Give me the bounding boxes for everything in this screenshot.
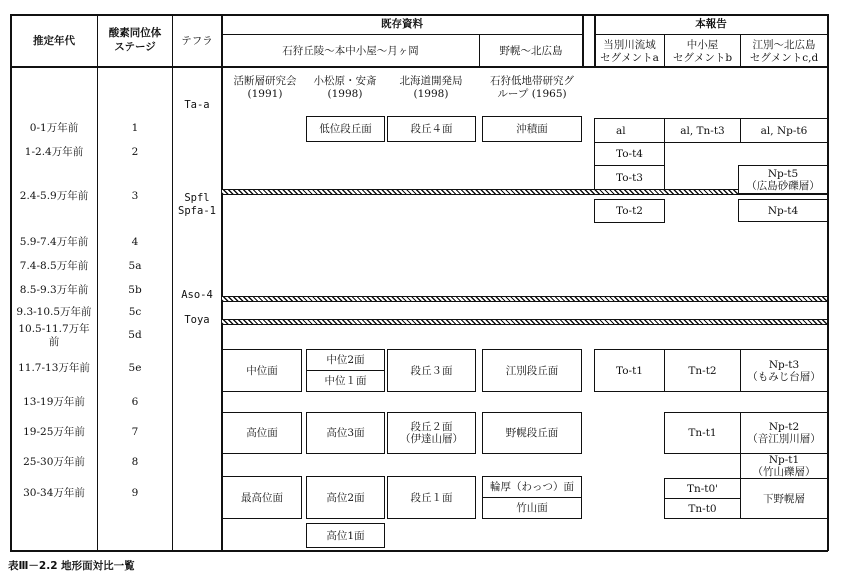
surface-kaihatsu-dankyu1: 段丘１面 [387,476,476,519]
header-existing: 既存資料 [381,18,423,30]
source-kaihatsukyoku-line2: (1998) [413,88,449,100]
table-top-border [10,14,828,16]
col-divider-existing-end [582,14,584,67]
header-seg-cd-line1: 江別～北広島 [752,39,816,51]
surface-kaihatsu-dankyu2 [387,412,476,454]
np-t3-label: Np-t3 [768,358,800,371]
tephra-band-toya [222,319,827,325]
dankyu2-label: 段丘２面 [410,421,453,433]
header-seg-a-line2: セグメントa [600,52,659,64]
surface-teichitai-ebetsu: 江別段丘面 [482,349,582,392]
surface-seg-a-to-t2: To-t2 [594,199,665,223]
row-age: 5.9-7.4万年前 [19,236,89,248]
surface-seg-b-tn-t0: Tn-t0 [664,498,741,519]
header-ishikari-region: 石狩丘陵～本中小屋～月ヶ岡 [282,45,419,57]
surface-seg-a-to-t4: To-t4 [594,142,665,166]
row-stage: 5b [128,284,142,296]
tephra-aso4: Aso-4 [181,289,213,301]
source-komatsubara-line1: 小松原・安斎 [313,75,377,87]
header-seg-a-line1: 当別川流域 [603,39,656,51]
surface-kaihatsu-dankyu3: 段丘３面 [387,349,476,392]
col-divider-tephra [172,14,173,551]
row-age: 13-19万年前 [23,396,85,408]
surface-teichitai-chuseki: 沖積面 [482,116,582,142]
surface-seg-cd-np-t3 [740,349,828,392]
header-stage-line2: ステージ [114,41,156,53]
header-age: 推定年代 [33,35,75,47]
surface-katsu-highest: 最高位面 [222,476,302,519]
row-stage: 7 [131,426,139,438]
row-stage: 5c [128,306,142,318]
row-age: 7.4-8.5万年前 [19,260,89,272]
row-stage: 2 [131,146,139,158]
source-katsudanso-line1: 活断層研究会 [233,75,297,87]
surface-kaihatsu-dankyu4: 段丘４面 [387,116,476,142]
row-age: 1-2.4万年前 [24,146,84,158]
surface-seg-cd-np-t2 [740,412,828,454]
np-t2-sublabel: （音江別川層） [747,433,821,445]
row-age: 25-30万年前 [23,456,85,468]
table-caption: 表Ⅲ－2.2 地形面対比一覧 [8,560,135,572]
np-t2-label: Np-t2 [768,421,800,433]
surface-seg-cd-np-t4: Np-t4 [738,199,828,222]
source-teichitai-line2: ループ (1965) [497,88,567,100]
surface-komatsubara-middle1: 中位１面 [306,370,385,392]
tephra-ta-a: Ta-a [184,99,210,111]
row-stage: 5d [128,329,142,341]
np-t3-sublabel: （もみじ台層） [747,370,821,383]
row-stage: 4 [131,236,139,248]
source-teichitai-line1: 石狩低地帯研究グ [490,75,574,87]
tephra-band-spfl [222,189,827,195]
row-age: 10.5-11.7万年 [18,323,90,335]
dankyu2-sublabel: （伊達山層） [400,433,463,445]
table-bottom-border [10,550,828,552]
surface-seg-cd-al-np6: al, Np-t6 [740,118,828,143]
row-age: 前 [48,336,60,348]
row-age: 30-34万年前 [23,487,85,499]
col-left-border [10,14,12,551]
surface-seg-b-al-tn3: al, Tn-t3 [664,118,741,143]
np-t5-sublabel: （広島砂礫層） [746,179,820,192]
surface-seg-cd-np-t5 [738,165,828,194]
surface-teichitai-takeyama: 竹山面 [482,497,582,519]
row-age: 2.4-5.9万年前 [19,190,89,202]
col-divider-existing [221,14,223,551]
surface-komatsubara-low: 低位段丘面 [306,116,385,142]
surface-katsu-high: 高位面 [222,412,302,454]
row-age: 0-1万年前 [29,122,79,134]
surface-seg-a-to-t1: To-t1 [594,349,665,392]
surface-seg-b-tn-t1: Tn-t1 [664,412,741,454]
row-age: 8.5-9.3万年前 [19,284,89,296]
header-bottom-border [10,66,828,68]
surface-teichitai-wattsu: 輪厚（わっつ）面 [482,476,582,498]
surface-seg-b-tn-t2: Tn-t2 [664,349,741,392]
surface-teichitai-nopporo: 野幌段丘面 [482,412,582,454]
header-stage-line1: 酸素同位体 [108,27,162,39]
row-age: 19-25万年前 [23,426,85,438]
header-seg-b-line2: セグメントb [672,52,733,64]
surface-seg-b-tn-t0p: Tn-t0' [664,478,741,499]
np-t1-sublabel: （竹山礫層） [752,466,816,478]
row-stage: 1 [131,122,139,134]
header-report: 本報告 [695,18,727,30]
surface-komatsubara-middle2: 中位2面 [306,349,385,371]
surface-seg-cd-np-t1 [740,453,828,479]
surface-katsu-middle: 中位面 [222,349,302,392]
source-kaihatsukyoku-line1: 北海道開発局 [399,75,463,87]
np-t5-label: Np-t5 [767,167,799,180]
row-stage: 3 [131,190,139,202]
row-stage: 5a [128,260,142,272]
tephra-spfl: Spfl [184,192,210,204]
row-stage: 5e [128,362,142,374]
tephra-band-aso4 [222,296,827,302]
tephra-spfa1: Spfa-1 [178,205,216,217]
surface-komatsubara-high2: 高位2面 [306,476,385,519]
header-seg-cd-line2: セグメントc,d [749,52,819,64]
surface-komatsubara-high3: 高位3面 [306,412,385,454]
source-katsudanso-line2: (1991) [247,88,283,100]
row-age: 11.7-13万年前 [18,362,90,374]
col-divider-stage [97,14,98,551]
source-komatsubara-line2: (1998) [327,88,363,100]
existing-subheader-line [221,34,583,35]
header-seg-b-line1: 中小屋 [686,39,719,51]
surface-seg-a-to-t3: To-t3 [594,165,665,190]
row-age: 9.3-10.5万年前 [16,306,92,318]
surface-seg-a-al: al [594,118,665,143]
row-stage: 8 [131,456,139,468]
surface-seg-cd-shimonopporo: 下野幌層 [740,478,828,519]
row-stage: 6 [131,396,139,408]
surface-komatsubara-high1: 高位1面 [306,523,385,548]
np-t1-label: Np-t1 [768,454,800,466]
tephra-toya: Toya [184,314,210,326]
row-stage: 9 [131,487,139,499]
report-subheader-line [594,34,828,35]
header-tephra: テフラ [181,35,213,47]
header-nopporo-region: 野幌～北広島 [499,45,563,57]
